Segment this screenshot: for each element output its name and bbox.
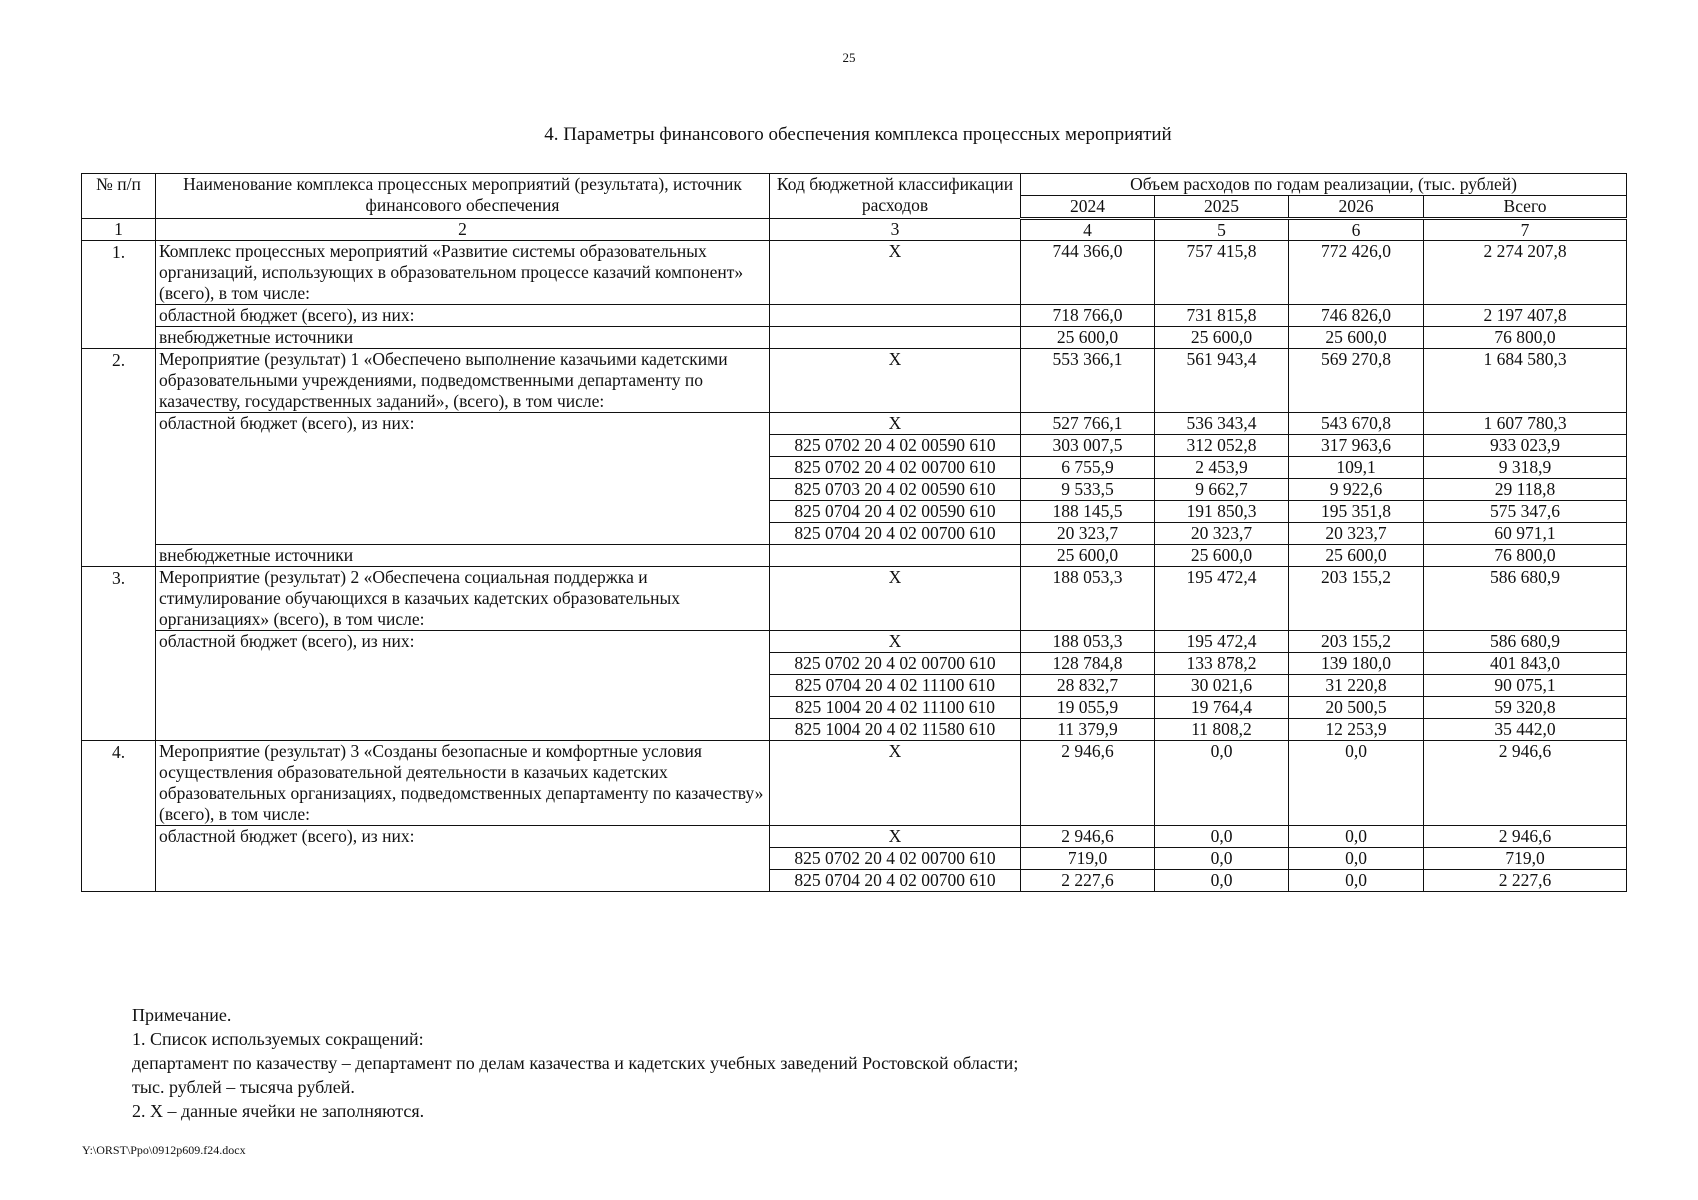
column-number: 5 (1155, 219, 1289, 241)
value-2026: 195 351,8 (1289, 501, 1424, 523)
budget-code: X (770, 413, 1021, 435)
value-2026: 20 500,5 (1289, 697, 1424, 719)
header-name: Наименование комплекса процессных мероприятий (результата), источник финансового обеспечения (156, 174, 770, 219)
value-2025: 0,0 (1155, 870, 1289, 892)
value-2025: 312 052,8 (1155, 435, 1289, 457)
value-2024: 128 784,8 (1021, 653, 1155, 675)
value-total: 76 800,0 (1424, 545, 1627, 567)
value-2025: 133 878,2 (1155, 653, 1289, 675)
value-2026: 25 600,0 (1289, 545, 1424, 567)
row-name: Комплекс процессных мероприятий «Развитие системы образовательных организаций, использующих в образовательном процессе казачий компонент» (всего), в том числе: (156, 241, 770, 305)
value-2026: 203 155,2 (1289, 567, 1424, 631)
value-2026: 20 323,7 (1289, 523, 1424, 545)
budget-code: 825 0702 20 4 02 00700 610 (770, 848, 1021, 870)
table-row (82, 741, 1627, 826)
row-name: областной бюджет (всего), из них: (156, 413, 770, 545)
value-total: 586 680,9 (1424, 567, 1627, 631)
row-name: внебюджетные источники (156, 545, 770, 567)
value-total: 2 946,6 (1424, 826, 1627, 848)
value-total: 1 684 580,3 (1424, 349, 1627, 413)
value-total: 933 023,9 (1424, 435, 1627, 457)
budget-code: X (770, 741, 1021, 826)
header-year: 2025 (1155, 196, 1289, 219)
column-number: 7 (1424, 219, 1627, 241)
value-total: 2 274 207,8 (1424, 241, 1627, 305)
budget-code: 825 0704 20 4 02 00700 610 (770, 870, 1021, 892)
budget-code: X (770, 567, 1021, 631)
row-name: областной бюджет (всего), из них: (156, 305, 770, 327)
value-total: 76 800,0 (1424, 327, 1627, 349)
value-2024: 9 533,5 (1021, 479, 1155, 501)
value-2024: 2 227,6 (1021, 870, 1155, 892)
value-2026: 317 963,6 (1289, 435, 1424, 457)
value-2024: 25 600,0 (1021, 545, 1155, 567)
value-total: 90 075,1 (1424, 675, 1627, 697)
value-2024: 11 379,9 (1021, 719, 1155, 741)
table-row (82, 631, 1627, 653)
value-total: 575 347,6 (1424, 501, 1627, 523)
table-row (82, 305, 1627, 327)
row-name: областной бюджет (всего), из них: (156, 631, 770, 741)
file-path: Y:\ORST\Ppo\0912p609.f24.docx (82, 1143, 246, 1157)
column-number: 6 (1289, 219, 1424, 241)
budget-code: 825 0704 20 4 02 00700 610 (770, 523, 1021, 545)
note-line: департамент по казачеству – департамент по делам казачества и кадетских учебных заведений Ростовской области; (132, 1053, 1019, 1073)
value-2025: 19 764,4 (1155, 697, 1289, 719)
header-volume: Объем расходов по годам реализации, (тыс. рублей) (1021, 174, 1627, 196)
table-row (82, 413, 1627, 435)
value-2024: 20 323,7 (1021, 523, 1155, 545)
header-row (82, 174, 1627, 196)
budget-code: 825 0703 20 4 02 00590 610 (770, 479, 1021, 501)
budget-code: 825 0702 20 4 02 00700 610 (770, 653, 1021, 675)
row-number: 3. (82, 567, 156, 741)
table-row (82, 349, 1627, 413)
value-2025: 20 323,7 (1155, 523, 1289, 545)
budget-code (770, 327, 1021, 349)
header-year: 2024 (1021, 196, 1155, 219)
value-2026: 0,0 (1289, 870, 1424, 892)
value-2025: 561 943,4 (1155, 349, 1289, 413)
value-2026: 9 922,6 (1289, 479, 1424, 501)
table-row (82, 567, 1627, 631)
value-total: 59 320,8 (1424, 697, 1627, 719)
notes (132, 1003, 1018, 1123)
note-line: тыс. рублей – тысяча рублей. (132, 1077, 355, 1097)
value-total: 586 680,9 (1424, 631, 1627, 653)
value-2025: 0,0 (1155, 826, 1289, 848)
table-row (82, 826, 1627, 848)
value-2026: 31 220,8 (1289, 675, 1424, 697)
value-2026: 109,1 (1289, 457, 1424, 479)
value-2025: 731 815,8 (1155, 305, 1289, 327)
value-2024: 25 600,0 (1021, 327, 1155, 349)
value-2026: 12 253,9 (1289, 719, 1424, 741)
column-number: 4 (1021, 219, 1155, 241)
page-number: 25 (842, 50, 856, 65)
value-2026: 0,0 (1289, 826, 1424, 848)
budget-code (770, 305, 1021, 327)
table-row (82, 545, 1627, 567)
value-total: 2 946,6 (1424, 741, 1627, 826)
value-2024: 188 053,3 (1021, 567, 1155, 631)
value-2025: 25 600,0 (1155, 327, 1289, 349)
value-2026: 25 600,0 (1289, 327, 1424, 349)
column-number: 3 (770, 219, 1021, 241)
row-name: Мероприятие (результат) 1 «Обеспечено выполнение казачьими кадетскими образовательными учреждениями, подведомственными департаменту по казачеству, государственных заданий», (всего), в том числе: (156, 349, 770, 413)
header-year: 2026 (1289, 196, 1424, 219)
value-2025: 0,0 (1155, 848, 1289, 870)
header-total: Всего (1424, 196, 1627, 219)
value-2026: 746 826,0 (1289, 305, 1424, 327)
column-number: 2 (156, 219, 770, 241)
column-number: 1 (82, 219, 156, 241)
value-2024: 527 766,1 (1021, 413, 1155, 435)
value-total: 9 318,9 (1424, 457, 1627, 479)
budget-code: 825 0704 20 4 02 00590 610 (770, 501, 1021, 523)
budget-code: 825 1004 20 4 02 11580 610 (770, 719, 1021, 741)
value-2024: 188 145,5 (1021, 501, 1155, 523)
value-2024: 188 053,3 (1021, 631, 1155, 653)
value-total: 1 607 780,3 (1424, 413, 1627, 435)
value-2025: 536 343,4 (1155, 413, 1289, 435)
value-2025: 9 662,7 (1155, 479, 1289, 501)
value-2025: 30 021,6 (1155, 675, 1289, 697)
value-total: 719,0 (1424, 848, 1627, 870)
row-name: Мероприятие (результат) 3 «Созданы безопасные и комфортные условия осуществления образовательной деятельности в казачьих кадетских образовательных организациях, подведомственных департаменту по казачеству» (всего), в том числе: (156, 741, 770, 826)
budget-code: X (770, 631, 1021, 653)
value-total: 401 843,0 (1424, 653, 1627, 675)
section-title: 4. Параметры финансового обеспечения комплекса процессных мероприятий (544, 124, 1172, 145)
value-2025: 2 453,9 (1155, 457, 1289, 479)
row-name: Мероприятие (результат) 2 «Обеспечена социальная поддержка и стимулирование обучающихся в казачьих кадетских образовательных организациях» (всего), в том числе: (156, 567, 770, 631)
row-number: 1. (82, 241, 156, 349)
value-2026: 139 180,0 (1289, 653, 1424, 675)
value-2026: 0,0 (1289, 741, 1424, 826)
value-2024: 718 766,0 (1021, 305, 1155, 327)
budget-code: 825 0702 20 4 02 00590 610 (770, 435, 1021, 457)
budget-code: X (770, 241, 1021, 305)
value-2026: 543 670,8 (1289, 413, 1424, 435)
note-line: 2. X – данные ячейки не заполняются. (132, 1101, 425, 1121)
table-row (82, 327, 1627, 349)
value-2026: 203 155,2 (1289, 631, 1424, 653)
value-2025: 25 600,0 (1155, 545, 1289, 567)
column-numbers-row (82, 219, 1627, 241)
value-total: 2 227,6 (1424, 870, 1627, 892)
value-2026: 569 270,8 (1289, 349, 1424, 413)
note-line: 1. Список используемых сокращений: (132, 1029, 424, 1049)
value-2025: 191 850,3 (1155, 501, 1289, 523)
budget-code: 825 0704 20 4 02 11100 610 (770, 675, 1021, 697)
value-2025: 757 415,8 (1155, 241, 1289, 305)
value-total: 29 118,8 (1424, 479, 1627, 501)
budget-code (770, 545, 1021, 567)
note-heading: Примечание. (132, 1005, 232, 1025)
budget-code: X (770, 826, 1021, 848)
budget-code: X (770, 349, 1021, 413)
value-2024: 2 946,6 (1021, 741, 1155, 826)
value-2024: 719,0 (1021, 848, 1155, 870)
row-name: областной бюджет (всего), из них: (156, 826, 770, 892)
header-code: Код бюджетной классификации расходов (770, 174, 1021, 219)
value-2024: 19 055,9 (1021, 697, 1155, 719)
value-2025: 0,0 (1155, 741, 1289, 826)
budget-code: 825 1004 20 4 02 11100 610 (770, 697, 1021, 719)
value-2026: 0,0 (1289, 848, 1424, 870)
value-total: 35 442,0 (1424, 719, 1627, 741)
value-2024: 2 946,6 (1021, 826, 1155, 848)
row-name: внебюджетные источники (156, 327, 770, 349)
value-2024: 744 366,0 (1021, 241, 1155, 305)
value-2025: 195 472,4 (1155, 567, 1289, 631)
table-row (82, 241, 1627, 305)
value-total: 60 971,1 (1424, 523, 1627, 545)
budget-code: 825 0702 20 4 02 00700 610 (770, 457, 1021, 479)
row-number: 4. (82, 741, 156, 892)
header-num: № п/п (82, 174, 156, 219)
value-2024: 553 366,1 (1021, 349, 1155, 413)
value-2024: 303 007,5 (1021, 435, 1155, 457)
value-2026: 772 426,0 (1289, 241, 1424, 305)
value-2025: 11 808,2 (1155, 719, 1289, 741)
financing-table (81, 173, 1627, 892)
value-total: 2 197 407,8 (1424, 305, 1627, 327)
value-2025: 195 472,4 (1155, 631, 1289, 653)
row-number: 2. (82, 349, 156, 567)
value-2024: 6 755,9 (1021, 457, 1155, 479)
value-2024: 28 832,7 (1021, 675, 1155, 697)
